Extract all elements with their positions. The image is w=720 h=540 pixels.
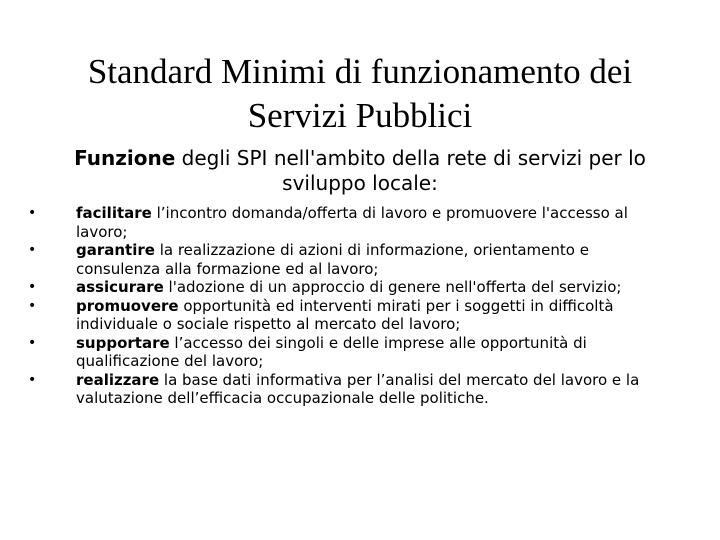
bullet-text	[76, 241, 589, 278]
bullet-icon: •	[28, 205, 37, 221]
bullet-item	[22, 297, 662, 334]
bullet-text	[76, 371, 639, 408]
bullet-keyword: assicurare	[76, 278, 164, 296]
bullet-keyword: garantire	[76, 241, 155, 259]
slide-title-line-1: Standard Minimi di funzionamento dei	[87, 52, 633, 91]
slide-subtitle	[60, 146, 660, 196]
slide-title-line-2: Servizi Pubblici	[247, 96, 473, 135]
bullet-text	[76, 334, 587, 371]
bullet-item	[22, 241, 662, 278]
bullet-icon: •	[28, 334, 37, 351]
slide-title	[40, 50, 680, 138]
bullet-text	[76, 278, 621, 296]
bullet-item	[22, 371, 662, 408]
bullet-icon: •	[28, 371, 37, 388]
bullet-icon: •	[28, 279, 37, 295]
bullet-description: la base dati informativa per l’analisi del mercato del lavoro e la valutazione dell’efficacia occupazionale delle politiche.	[76, 370, 640, 407]
bullet-description: l’accesso dei singoli e delle imprese alle opportunità di qualificazione del lavoro;	[76, 333, 587, 370]
subtitle-bold-term: Funzione	[74, 146, 176, 170]
bullet-text	[76, 297, 614, 334]
bullet-keyword: supportare	[76, 333, 170, 352]
bullet-description: opportunità ed interventi mirati per i soggetti in difficoltà individuale o sociale rispetto al mercato del lavoro;	[76, 296, 614, 333]
bullet-item	[22, 204, 662, 241]
bullet-keyword: facilitare	[76, 204, 152, 222]
bullet-description: l’incontro domanda/offerta di lavoro e promuovere l'accesso al lavoro;	[76, 204, 628, 241]
bullet-keyword: realizzare	[76, 370, 160, 389]
bullet-keyword: promuovere	[76, 296, 179, 315]
bullet-icon: •	[28, 242, 37, 258]
bullet-description: l'adozione di un approccio di genere nell'offerta del servizio;	[163, 278, 622, 296]
bullet-item	[22, 334, 662, 371]
bullet-description: la realizzazione di azioni di informazione, orientamento e consulenza alla formazione ed al lavoro;	[76, 241, 589, 278]
subtitle-text: degli SPI nell'ambito della rete di servizi per lo sviluppo locale:	[175, 146, 646, 195]
bullet-text	[76, 204, 628, 241]
bullet-icon: •	[28, 297, 37, 314]
bullet-item	[22, 278, 662, 297]
bullet-list	[22, 204, 662, 408]
